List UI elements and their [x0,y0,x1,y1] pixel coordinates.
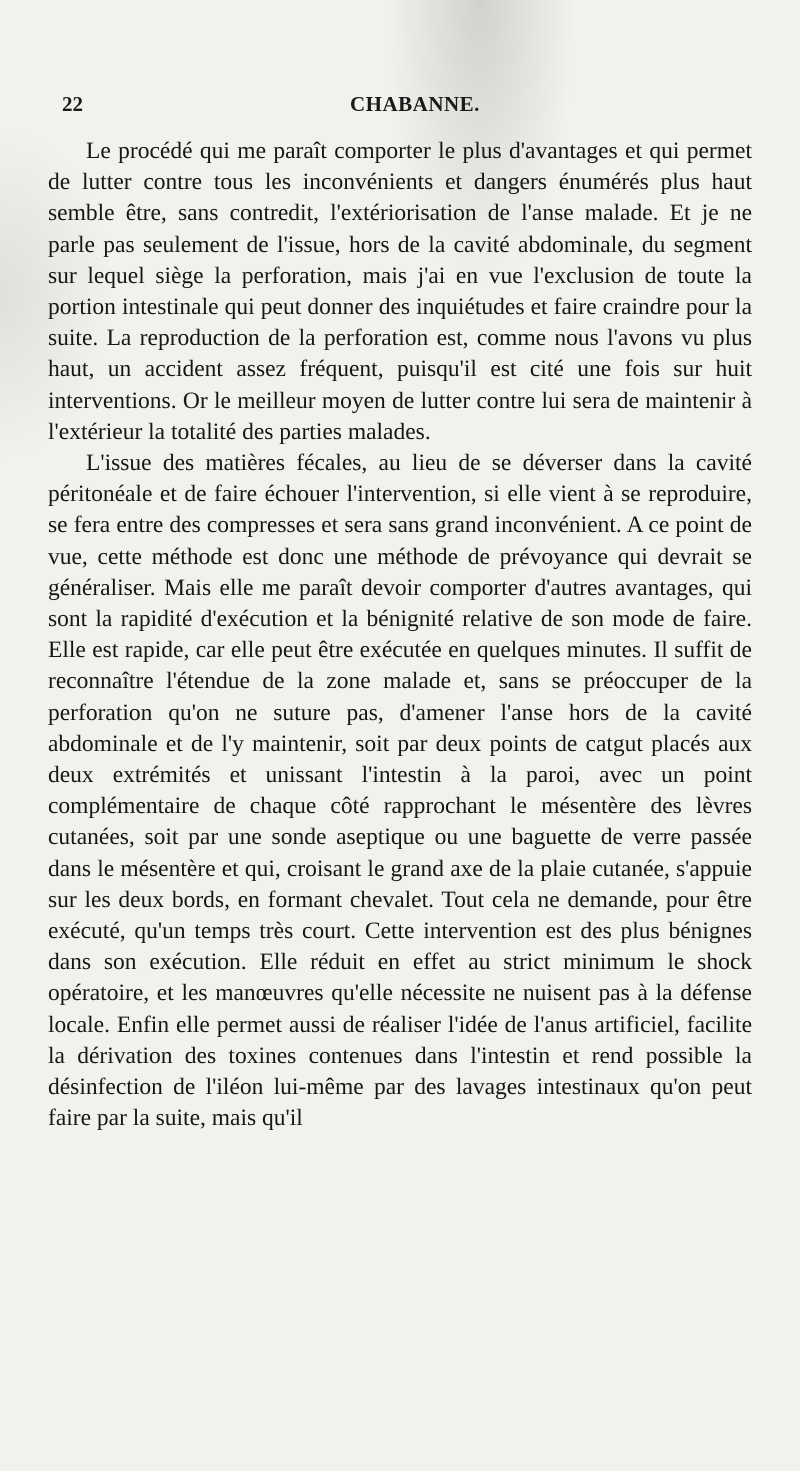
page-number: 22 [62,92,83,116]
body-text [48,136,752,1135]
running-head: CHABANNE. [350,92,480,116]
page-header [62,92,752,120]
paragraph: Le procédé qui me paraît comporter le plus d'avantages et qui permet de lutter contre tous les inconvénients et dangers énumérés plus haut semble être, sans contredit, l'extériorisation de l'anse malade. Et je ne parle pas seulement de l'issue, hors de la cavité abdominale, du segment sur lequel siège la perforation, mais j'ai en vue l'exclusion de toute la portion intestinale qui peut donner des inquiétudes et faire craindre pour la suite. La reproduction de la perforation est, comme nous l'avons vu plus haut, un accident assez fréquent, puisqu'il est cité une fois sur huit interventions. Or le meilleur moyen de lutter contre lui sera de maintenir à l'extérieur la totalité des parties malades. [48,138,752,445]
paragraph: L'issue des matières fécales, au lieu de se déverser dans la cavité péritonéale et de faire échouer l'intervention, si elle vient à se reproduire, se fera entre des compresses et sera sans grand inconvénient. A ce point de vue, cette méthode est donc une méthode de prévoyance qui devrait se généraliser. Mais elle me paraît devoir comporter d'autres avantages, qui sont la rapidité d'exécution et la bénignité relative de son mode de faire. Elle est rapide, car elle peut être exécutée en quelques minutes. Il suffit de reconnaître l'étendue de la zone malade et, sans se préoccuper de la perforation qu'on ne suture pas, d'amener l'anse hors de la cavité abdominale et de l'y maintenir, soit par deux points de catgut placés aux deux extrémités et unissant l'intestin à la paroi, avec un point complémentaire de chaque côté rapprochant le mésentère des lèvres cutanées, soit par une sonde aseptique ou une baguette de verre passée dans le mésentère et qui, croisant le grand axe de la plaie cutanée, s'appuie sur les deux bords, en formant chevalet. Tout cela ne demande, pour être exécuté, qu'un temps très court. Cette intervention est des plus bénignes dans son exécution. Elle réduit en effet au strict minimum le shock opératoire, et les manœuvres qu'elle nécessite ne nuisent pas à la défense locale. Enfin elle permet aussi de réaliser l'idée de l'anus artificiel, facilite la dérivation des toxines contenues dans l'intestin et rend possible la désinfection de l'iléon lui-même par des lavages intestinaux qu'on peut faire par la suite, mais qu'il [48,450,752,1132]
